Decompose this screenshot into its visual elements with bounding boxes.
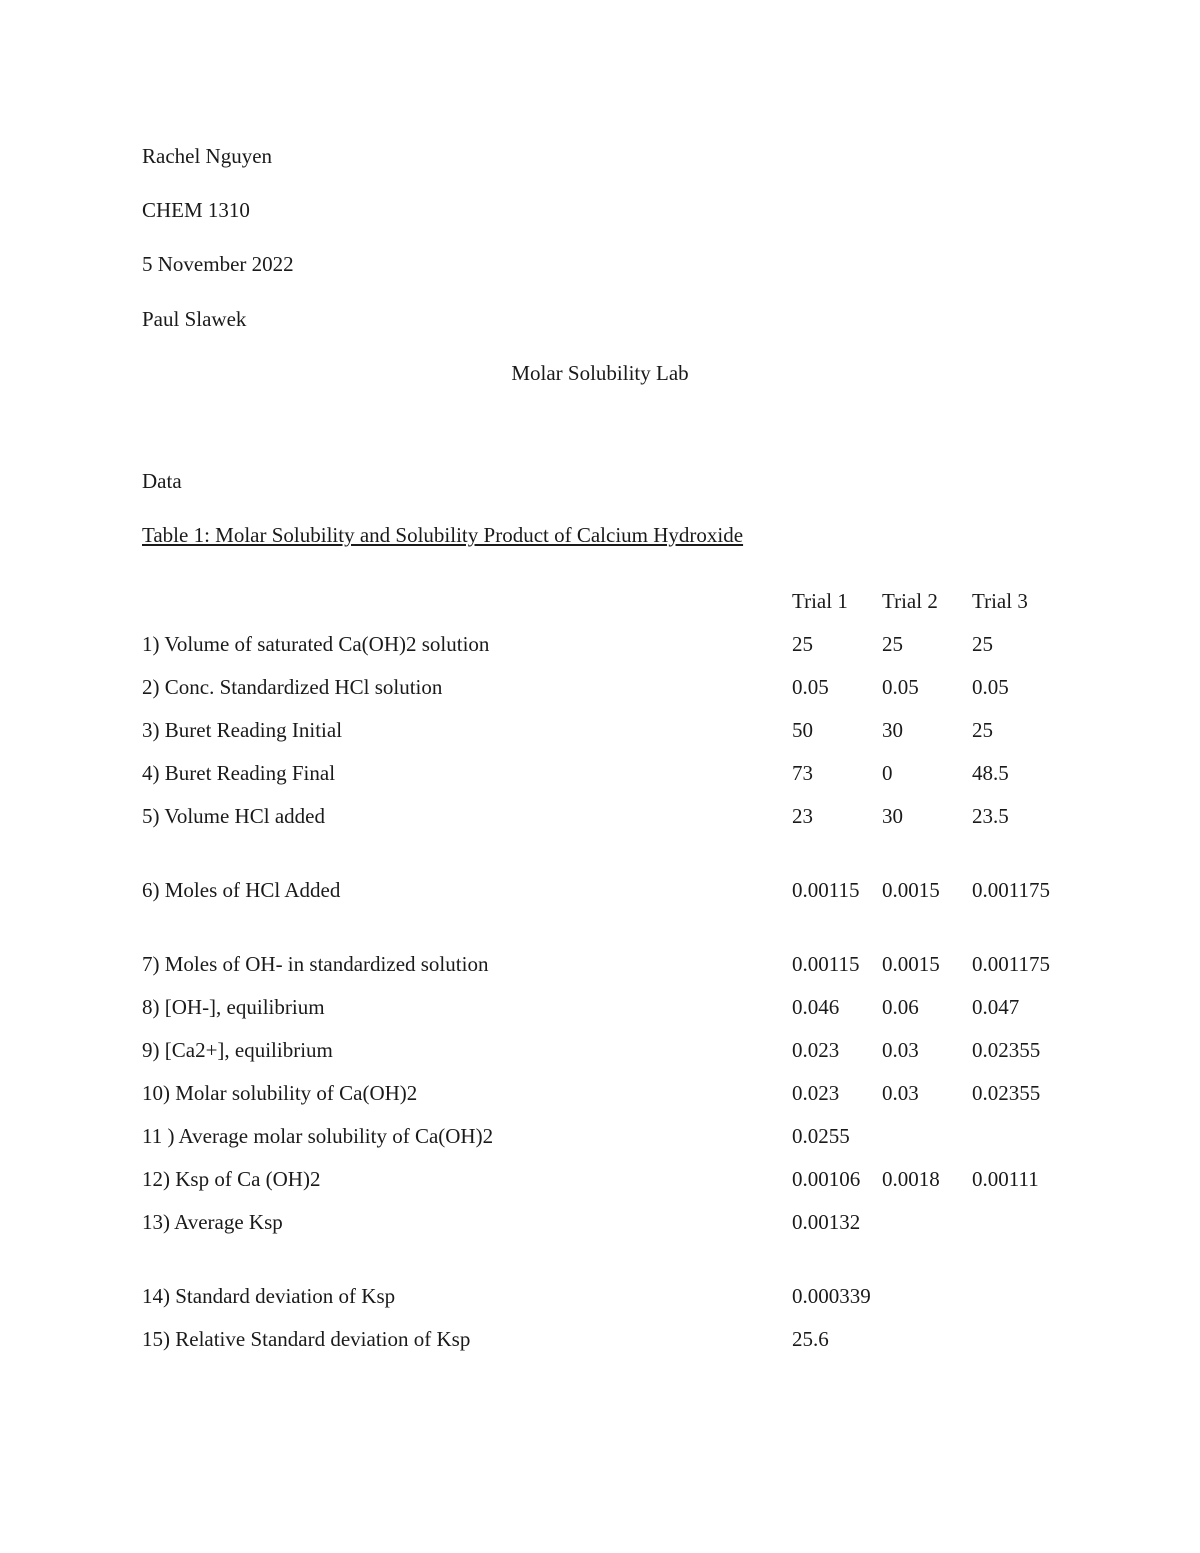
table-row: [142, 703, 1062, 746]
cell-trial-1: 23: [792, 804, 813, 828]
table-row: [142, 1152, 1062, 1195]
table-row: [142, 746, 1062, 789]
report-date: 5 November 2022: [142, 252, 294, 276]
cell-trial-3: 48.5: [972, 761, 1009, 785]
cell-trial-3: [972, 1195, 1062, 1238]
cell-trial-3: 0.00111: [972, 1167, 1039, 1191]
cell-trial-2: [882, 1195, 972, 1238]
cell-trial-1: 0.00132: [792, 1210, 861, 1234]
cell-trial-3: [972, 1238, 1062, 1312]
row-label: 15) Relative Standard deviation of Ksp: [142, 1327, 471, 1351]
table-row: [142, 617, 1062, 660]
cell-trial-3: 25: [972, 632, 993, 656]
row-label: 13) Average Ksp: [142, 1210, 283, 1234]
table-row: [142, 980, 1062, 1023]
table-row: [142, 906, 1062, 980]
row-label: 2) Conc. Standardized HCl solution: [142, 675, 443, 699]
cell-trial-2: 0.0018: [882, 1167, 940, 1191]
table-row: [142, 832, 1062, 906]
row-label: 12) Ksp of Ca (OH)2: [142, 1167, 321, 1191]
cell-trial-2: 0.06: [882, 995, 919, 1019]
instructor-name: Paul Slawek: [142, 307, 247, 331]
table-header-blank: [142, 574, 792, 617]
row-label: 1) Volume of saturated Ca(OH)2 solution: [142, 632, 490, 656]
cell-trial-3: 0.05: [972, 675, 1009, 699]
table-row: [142, 1109, 1062, 1152]
cell-trial-3-value: 0.001175: [972, 952, 1050, 976]
cell-trial-1: 0.00106: [792, 1167, 861, 1191]
cell-trial-1-value: 0.000339: [792, 1284, 871, 1308]
cell-trial-1: 0.023: [792, 1081, 840, 1105]
column-header-trial-3: Trial 3: [972, 589, 1028, 613]
row-label: 11 ) Average molar solubility of Ca(OH)2: [142, 1124, 494, 1148]
row-label: 6) Moles of HCl Added: [142, 878, 341, 902]
cell-trial-2: 30: [882, 804, 903, 828]
cell-trial-2: 30: [882, 718, 903, 742]
cell-trial-2: 0.0015: [882, 952, 940, 976]
cell-trial-3: 0.047: [972, 995, 1020, 1019]
row-label: 8) [OH-], equilibrium: [142, 995, 325, 1019]
cell-trial-1: 0.0255: [792, 1124, 850, 1148]
table-row: [142, 1066, 1062, 1109]
table-row: [142, 1195, 1062, 1238]
row-label: 9) [Ca2+], equilibrium: [142, 1038, 333, 1062]
cell-trial-1: 50: [792, 718, 813, 742]
cell-trial-3: [972, 906, 1062, 980]
cell-trial-2: [882, 1238, 972, 1312]
row-label: 3) Buret Reading Initial: [142, 718, 343, 742]
table-row: [142, 1023, 1062, 1066]
table-caption: Table 1: Molar Solubility and Solubility Product of Calcium Hydroxide: [142, 523, 744, 547]
cell-trial-2: 0: [882, 761, 893, 785]
cell-trial-3: [972, 1109, 1062, 1152]
cell-trial-1: 25.6: [792, 1327, 829, 1351]
cell-trial-2: 0.05: [882, 675, 919, 699]
cell-trial-1: 0.023: [792, 1038, 840, 1062]
table-row: [142, 1312, 1062, 1355]
table-row: [142, 660, 1062, 703]
document-title: Molar Solubility Lab: [511, 361, 689, 385]
cell-trial-3: 0.02355: [972, 1081, 1041, 1105]
cell-trial-2: 0.03: [882, 1038, 919, 1062]
cell-trial-2: [882, 1312, 972, 1355]
table-row: [142, 789, 1062, 832]
section-heading: Data: [142, 469, 182, 493]
column-header-trial-1: Trial 1: [792, 589, 848, 613]
cell-trial-3: [972, 832, 1062, 906]
row-label: 5) Volume HCl added: [142, 804, 325, 828]
row-label: 10) Molar solubility of Ca(OH)2: [142, 1081, 418, 1105]
cell-trial-2: 25: [882, 632, 903, 656]
row-label: 7) Moles of OH- in standardized solution: [142, 952, 489, 976]
row-label: 4) Buret Reading Final: [142, 761, 336, 785]
cell-trial-1: 0.05: [792, 675, 829, 699]
row-label: 14) Standard deviation of Ksp: [142, 1284, 396, 1308]
course-code: CHEM 1310: [142, 198, 250, 222]
cell-trial-1: [792, 1238, 882, 1312]
data-table: [142, 574, 1062, 1355]
cell-trial-1: 25: [792, 632, 813, 656]
cell-trial-3: [972, 1312, 1062, 1355]
table-row: [142, 1238, 1062, 1312]
cell-trial-3: 23.5: [972, 804, 1009, 828]
cell-trial-1: 73: [792, 761, 813, 785]
cell-trial-3: 0.02355: [972, 1038, 1041, 1062]
cell-trial-1: 0.00115: [792, 878, 860, 902]
cell-trial-2: [882, 1109, 972, 1152]
cell-trial-2: 0.03: [882, 1081, 919, 1105]
table-header-row: [142, 574, 1062, 617]
cell-trial-1: 0.046: [792, 995, 840, 1019]
cell-trial-2: 0.0015: [882, 878, 940, 902]
cell-trial-1: 0.00115: [792, 952, 860, 976]
author-name: Rachel Nguyen: [142, 144, 273, 168]
cell-trial-3: 25: [972, 718, 993, 742]
column-header-trial-2: Trial 2: [882, 589, 938, 613]
cell-trial-3-value: 0.001175: [972, 878, 1050, 902]
